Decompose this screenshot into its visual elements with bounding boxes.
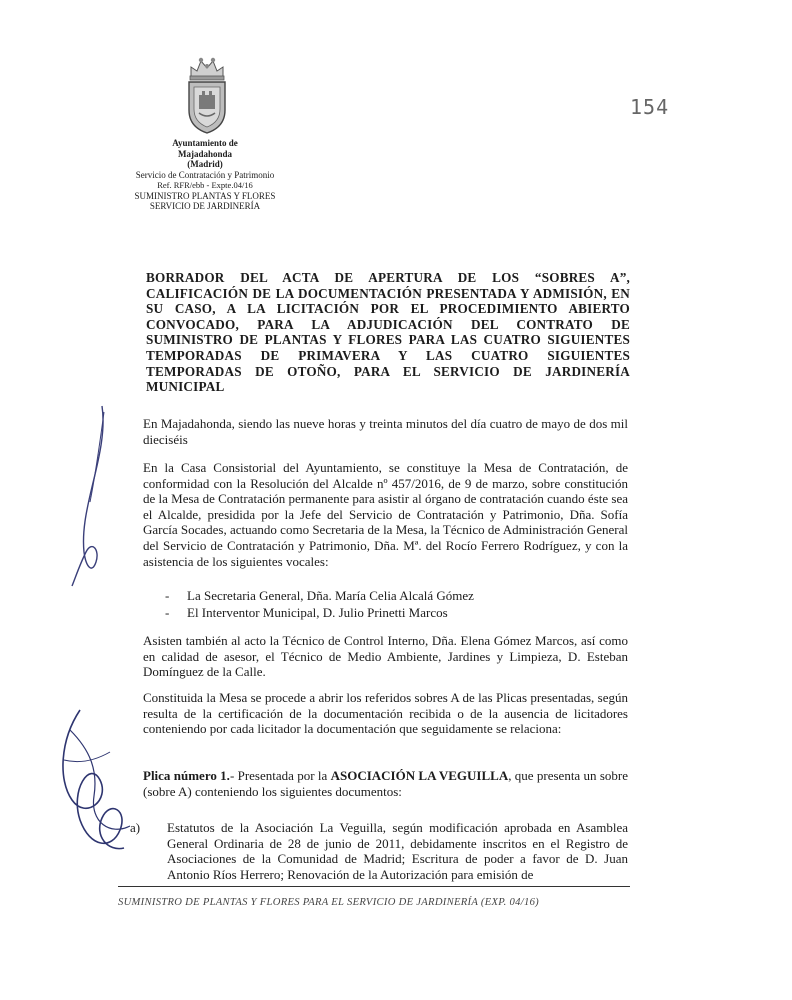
coat-of-arms-icon <box>183 55 231 135</box>
paragraph-attendees: Asisten también al acto la Técnico de Control Interno, Dña. Elena Gómez Marcos, así como en calidad de asesor, el Técnico de Medio Ambiente, Jardines y Limpieza, D. Esteban Domínguez de la Calle. <box>143 633 628 680</box>
letterhead <box>120 138 290 212</box>
footer-divider <box>118 886 630 887</box>
plica-text-after: , que presenta un sobre (sobre A) conteniendo los siguientes documentos: <box>143 768 629 799</box>
plica-text-before: - Presentada por la <box>229 768 331 783</box>
vocales-list <box>165 587 605 621</box>
letterhead-line4: Servicio de Contratación y Patrimonio <box>135 169 275 180</box>
plica-label: Plica número 1. <box>143 768 230 783</box>
handwritten-initials-icon <box>50 700 140 860</box>
paragraph-date: En Majadahonda, siendo las nueve horas y treinta minutos del día cuatro de mayo de dos mil dieciséis <box>143 416 628 447</box>
page-footer: SUMINISTRO DE PLANTAS Y FLORES PARA EL SERVICIO DE JARDINERÍA (EXP. 04/16) <box>118 897 540 908</box>
handwritten-signature-icon <box>62 402 132 592</box>
list-item: - La Secretaria General, Dña. María Celia Alcalá Gómez <box>165 587 605 604</box>
paragraph-plica <box>143 768 628 799</box>
document-title: BORRADOR DEL ACTA DE APERTURA DE LOS “SOBRES A”, CALIFICACIÓN DE LA DOCUMENTACIÓN PRESENTADA Y ADMISIÓN, EN SU CASO, A LA LICITACIÓN POR EL PROCEDIMIENTO ABIERTO CONVOCADO, PARA LA ADJUDICACIÓN DEL CONTRATO DE SUMINISTRO DE PLANTAS Y FLORES PARA LAS CUATRO SIGUIENTES TEMPORADAS DE PRIMAVERA Y LAS CUATRO SIGUIENTES TEMPORADAS DE OTOÑO, PARA EL SERVICIO DE JARDINERÍA MUNICIPAL <box>146 270 630 395</box>
letterhead-line1: Ayuntamiento de <box>172 138 238 148</box>
page-number: 154 <box>630 95 670 119</box>
document-item-a <box>130 820 628 882</box>
paragraph-procedure: Constituida la Mesa se procede a abrir los referidos sobres A de las Plicas presentadas, según resulta de la certificación de la documentación recibida o de la ausencia de licitadores conteniendo por cada licitador la documentación que seguidamente se relaciona: <box>143 690 628 737</box>
letterhead-ref: Ref. RFR/ebb - Expte.04/16 <box>157 180 253 190</box>
plica-name: ASOCIACIÓN LA VEGUILLA <box>330 768 509 783</box>
paragraph-constitution: En la Casa Consistorial del Ayuntamiento, se constituye la Mesa de Contratación, de conformidad con la Resolución del Alcalde nº 457/2016, de 9 de marzo, sobre constitución de la Mesa de Contratación permanente para asistir al órgano de contratación cuando éste sea el Alcalde, presidida por la Jefe del Servicio de Contratación y Patrimonio, Dña. Sofía García Socades, actuando como Secretaria de la Mesa, la Técnico de Administración General del Servicio de Contratación y Patrimonio, Dña. Mª. del Rocío Ferrero Rodríguez, y con la asistencia de los siguientes vocales: <box>143 460 628 569</box>
item-text: Estatutos de la Asociación La Veguilla, según modificación aprobada en Asamblea General Ordinaria de 28 de junio de 2011, debidamente inscritos en el Registro de Asociaciones de la Comunidad de Madrid; Escritura de poder a favor de D. Juan Antonio Ríos Herrero; Renovación de la Autorización para emisión de <box>167 820 628 882</box>
letterhead-line7: SERVICIO DE JARDINERÍA <box>149 201 261 211</box>
letterhead-line6: SUMINISTRO PLANTAS Y FLORES <box>134 190 276 201</box>
letterhead-line3: (Madrid) <box>187 159 223 169</box>
letterhead-line2: Majadahonda <box>177 148 232 159</box>
item-letter: a) <box>130 820 141 835</box>
list-item: - El Interventor Municipal, D. Julio Prinetti Marcos <box>165 604 605 621</box>
